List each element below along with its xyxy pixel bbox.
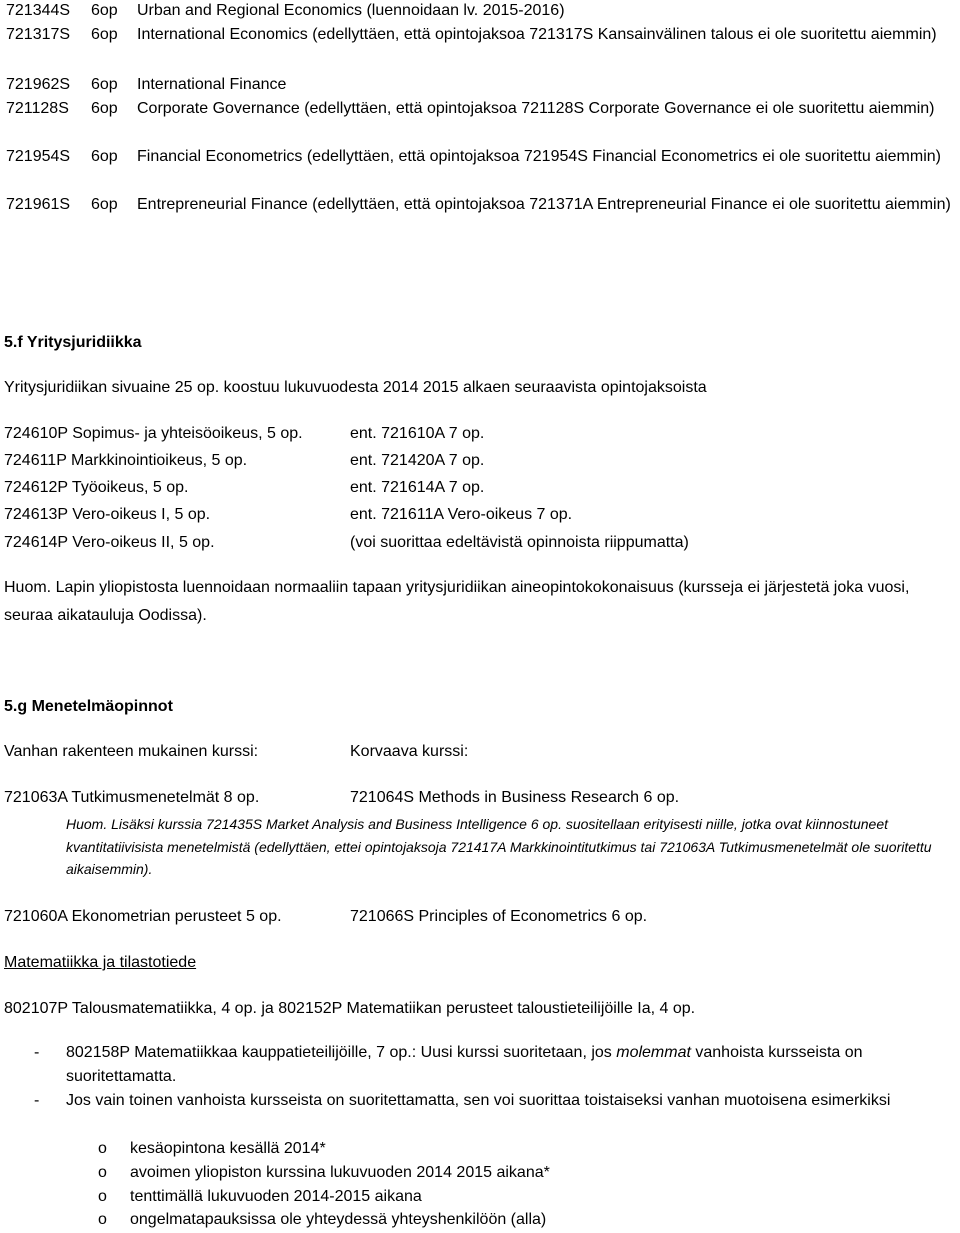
course-code: 721954S bbox=[6, 148, 71, 165]
course-code: 721344S bbox=[6, 2, 71, 19]
course-name: Corporate Governance (edellyttäen, että opintojaksoa 721128S Corporate Governance ei ole suoritettu aiemmin) bbox=[137, 100, 935, 117]
new-course: 721064S Methods in Business Research 6 op. bbox=[350, 789, 680, 806]
course-left: 724610P Sopimus- ja yhteisöoikeus, 5 op. bbox=[4, 425, 303, 442]
bullet-marker: o bbox=[98, 1211, 107, 1228]
course-replaces: ent. 721610A 7 op. bbox=[350, 425, 485, 442]
course-name: Entrepreneurial Finance (edellyttäen, että opintojaksoa 721371A Entrepreneurial Finance ei ole suoritettu aiemmin) bbox=[137, 196, 951, 213]
bullet-marker: o bbox=[98, 1140, 107, 1157]
bullet-marker: o bbox=[98, 1188, 107, 1205]
italic-note: Huom. Lisäksi kurssia 721435S Market Analysis and Business Intelligence 6 op. suositellaan erityisesti niille, jotka ovat kiinnostuneet kvantitatiivisista menetelmistä (edellyttäen, ettei opintojaksoja 721417A Markkinointitutkimus tai 721063A Tutkimusmenetelmät ole suoritettu aikaisemmin). bbox=[66, 816, 932, 877]
course-credits: 6op bbox=[91, 100, 118, 117]
column-header-new: Korvaava kurssi: bbox=[350, 743, 469, 760]
math-courses-line: 802107P Talousmatematiikka, 4 op. ja 802152P Matematiikan perusteet taloustieteilijöille Ia, 4 op. bbox=[4, 1000, 696, 1017]
course-left: 724614P Vero-oikeus II, 5 op. bbox=[4, 534, 215, 551]
huom-note: Huom. Lapin yliopistosta luennoidaan normaaliin tapaan yritysjuridiikan aineopintokokonaisuus (kursseja ei järjestetä joka vuosi, seuraa aikatauluja Oodissa). bbox=[4, 579, 910, 624]
dash-item bbox=[66, 1041, 916, 1089]
course-name: Financial Econometrics (edellyttäen, että opintojaksoa 721954S Financial Econometrics ei ole suoritettu aiemmin) bbox=[137, 148, 941, 165]
course-credits: 6op bbox=[91, 2, 118, 19]
section-intro: Yritysjuridiikan sivuaine 25 op. koostuu lukuvuodesta 2014 2015 alkaen seuraavista opintojaksoista bbox=[4, 379, 707, 396]
dash-item: Jos vain toinen vanhoista kursseista on suoritettamatta, sen voi suorittaa toistaiseksi vanhan muotoisena esimerkiksi bbox=[66, 1092, 891, 1109]
bullet-item: ongelmatapauksissa ole yhteydessä yhteyshenkilöön (alla) bbox=[130, 1211, 547, 1228]
bullet-marker: o bbox=[98, 1164, 107, 1181]
course-replaces: ent. 721614A 7 op. bbox=[350, 479, 485, 496]
column-header-old: Vanhan rakenteen mukainen kurssi: bbox=[4, 743, 259, 760]
course-left: 724613P Vero-oikeus I, 5 op. bbox=[4, 506, 211, 523]
dash-marker: - bbox=[34, 1092, 40, 1109]
new-course: 721066S Principles of Econometrics 6 op. bbox=[350, 908, 648, 925]
course-credits: 6op bbox=[91, 196, 118, 213]
course-credits: 6op bbox=[91, 26, 118, 43]
course-replaces: ent. 721611A Vero-oikeus 7 op. bbox=[350, 506, 573, 523]
course-left: 724611P Markkinointioikeus, 5 op. bbox=[4, 452, 248, 469]
course-code: 721961S bbox=[6, 196, 71, 213]
course-name: International Finance bbox=[137, 76, 287, 93]
course-code: 721962S bbox=[6, 76, 71, 93]
course-code: 721128S bbox=[6, 100, 69, 117]
subheading-matematiikka: Matematiikka ja tilastotiede bbox=[4, 954, 197, 971]
dash-item-text: vanhoista kursseista on suoritettamatta. bbox=[66, 1044, 863, 1085]
course-credits: 6op bbox=[91, 148, 118, 165]
emphasis: molemmat bbox=[616, 1044, 691, 1061]
section-heading-yritysjuridiikka: 5.f Yritysjuridiikka bbox=[4, 334, 142, 351]
old-course: 721063A Tutkimusmenetelmät 8 op. bbox=[4, 789, 260, 806]
course-code: 721317S bbox=[6, 26, 71, 43]
course-left: 724612P Työoikeus, 5 op. bbox=[4, 479, 189, 496]
bullet-item: kesäopintona kesällä 2014* bbox=[130, 1140, 326, 1157]
bullet-item: avoimen yliopiston kurssina lukuvuoden 2014 2015 aikana* bbox=[130, 1164, 550, 1181]
course-replaces: ent. 721420A 7 op. bbox=[350, 452, 485, 469]
course-name: Urban and Regional Economics (luennoidaan lv. 2015-2016) bbox=[137, 2, 565, 19]
section-heading-menetelmaopinnot: 5.g Menetelmäopinnot bbox=[4, 698, 173, 715]
course-replaces: (voi suorittaa edeltävistä opinnoista riippumatta) bbox=[350, 534, 689, 551]
dash-item-text: 802158P Matematiikkaa kauppatieteilijöille, 7 op.: Uusi kurssi suoritetaan, jos bbox=[66, 1044, 617, 1061]
dash-marker: - bbox=[34, 1044, 40, 1061]
course-credits: 6op bbox=[91, 76, 118, 93]
bullet-item: tenttimällä lukuvuoden 2014-2015 aikana bbox=[130, 1188, 422, 1205]
old-course: 721060A Ekonometrian perusteet 5 op. bbox=[4, 908, 282, 925]
course-name: International Economics (edellyttäen, että opintojaksoa 721317S Kansainvälinen talous ei ole suoritettu aiemmin) bbox=[137, 26, 937, 43]
